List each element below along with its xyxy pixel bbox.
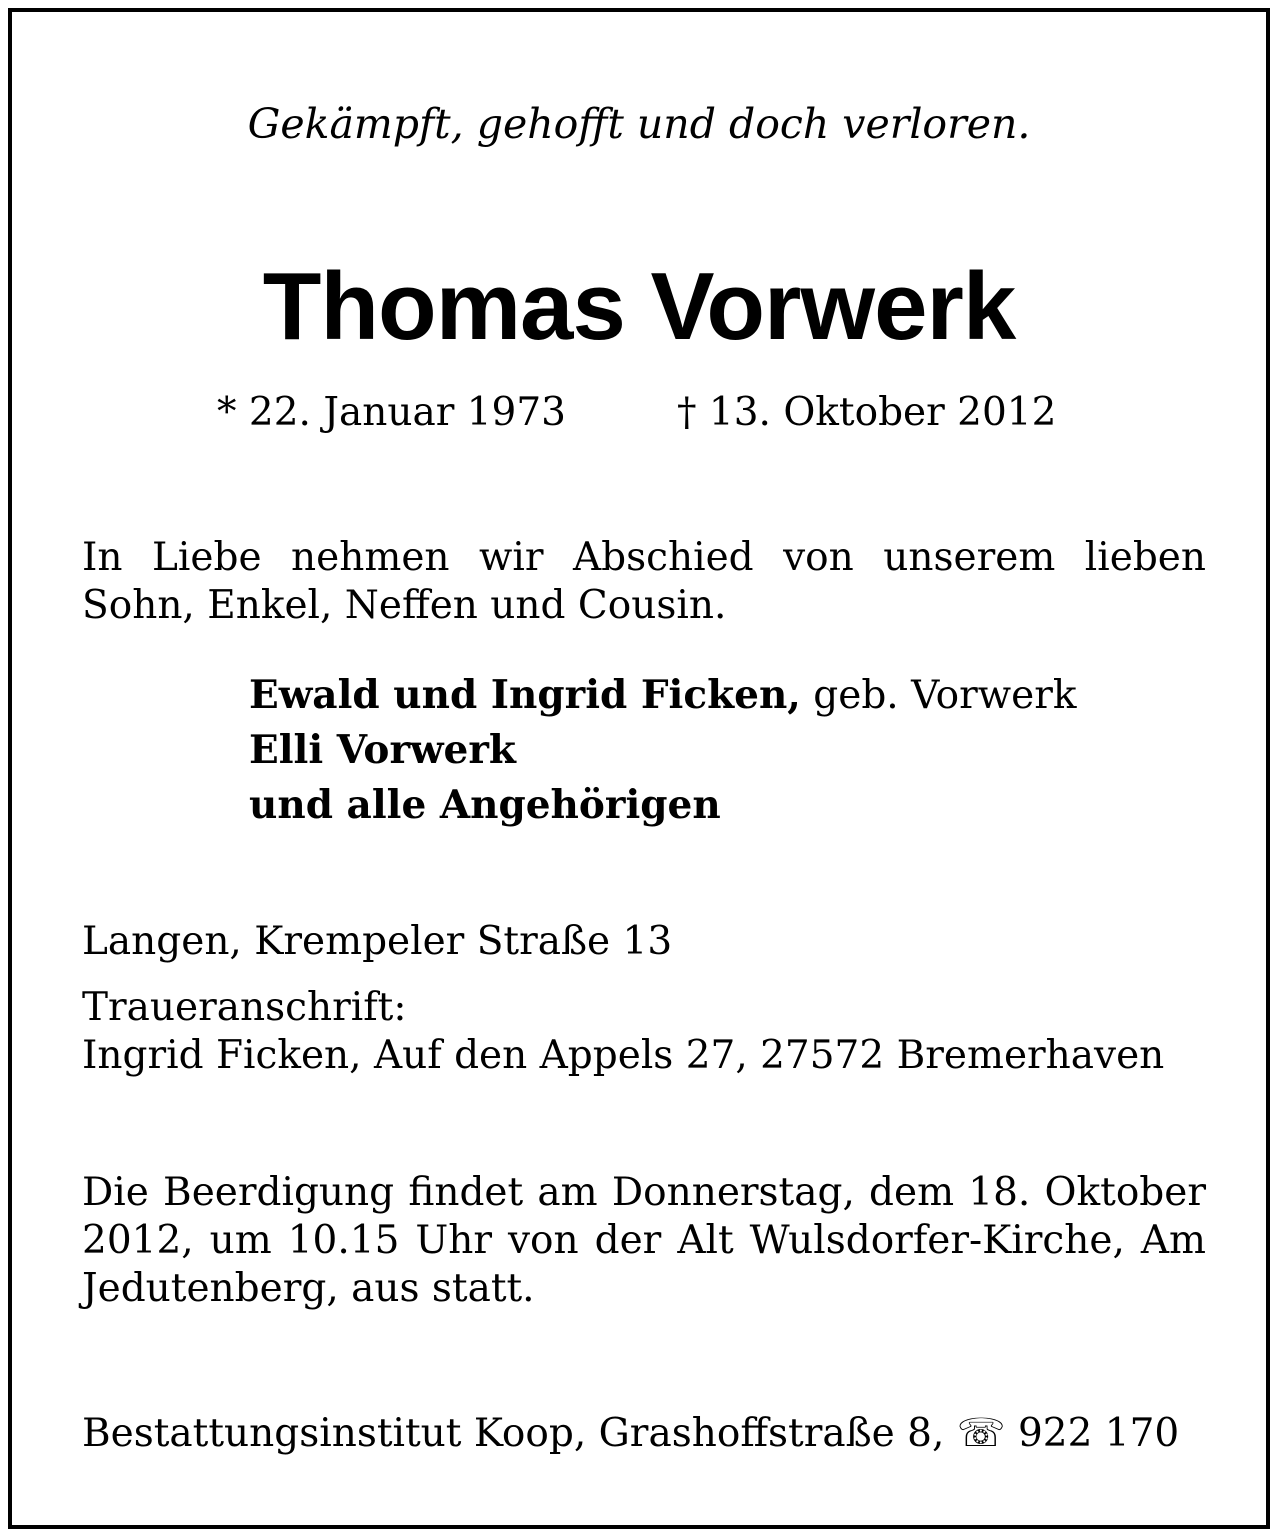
funeral-text: Die Beerdigung findet am Donnerstag, dem 18. Oktober 2012, um 10.15 Uhr von der Alt Wulsdorfer-Kirche, Am Jedutenberg, aus statt. — [82, 1170, 1206, 1311]
mourner-line-2: Elli Vorwerk — [249, 727, 516, 773]
mourners-list — [249, 668, 1077, 833]
mourning-address-label: Traueranschrift: — [82, 985, 407, 1030]
mourner-line-1 — [249, 668, 1077, 723]
birth-date: * 22. Januar 1973 — [217, 390, 566, 435]
obituary-notice — [8, 8, 1270, 1529]
deceased-name: Thomas Vorwerk — [262, 253, 1016, 360]
motto: Gekämpft, gehofft und doch verloren. — [247, 100, 1031, 148]
undertaker-phone: 922 170 — [1017, 1411, 1180, 1456]
mourner-names: Ewald und Ingrid Ficken, — [249, 672, 801, 718]
mourning-address — [82, 984, 1164, 1080]
death-date: † 13. Oktober 2012 — [677, 390, 1057, 435]
undertaker-line — [82, 1410, 1179, 1458]
mourner-maiden-name: geb. Vorwerk — [800, 673, 1077, 718]
telephone-icon: ☏ — [956, 1411, 1006, 1456]
mourner-line-3: und alle Angehörigen — [249, 782, 721, 828]
farewell-text: In Liebe nehmen wir Abschied von unserem lieben Sohn, Enkel, Neffen und Cousin. — [82, 535, 1206, 628]
residence-address: Langen, Krempeler Straße 13 — [82, 919, 673, 964]
mourning-address-value: Ingrid Ficken, Auf den Appels 27, 27572 Bremerhaven — [82, 1033, 1165, 1078]
undertaker-text: Bestattungsinstitut Koop, Grashoffstraße 8, — [82, 1411, 957, 1456]
